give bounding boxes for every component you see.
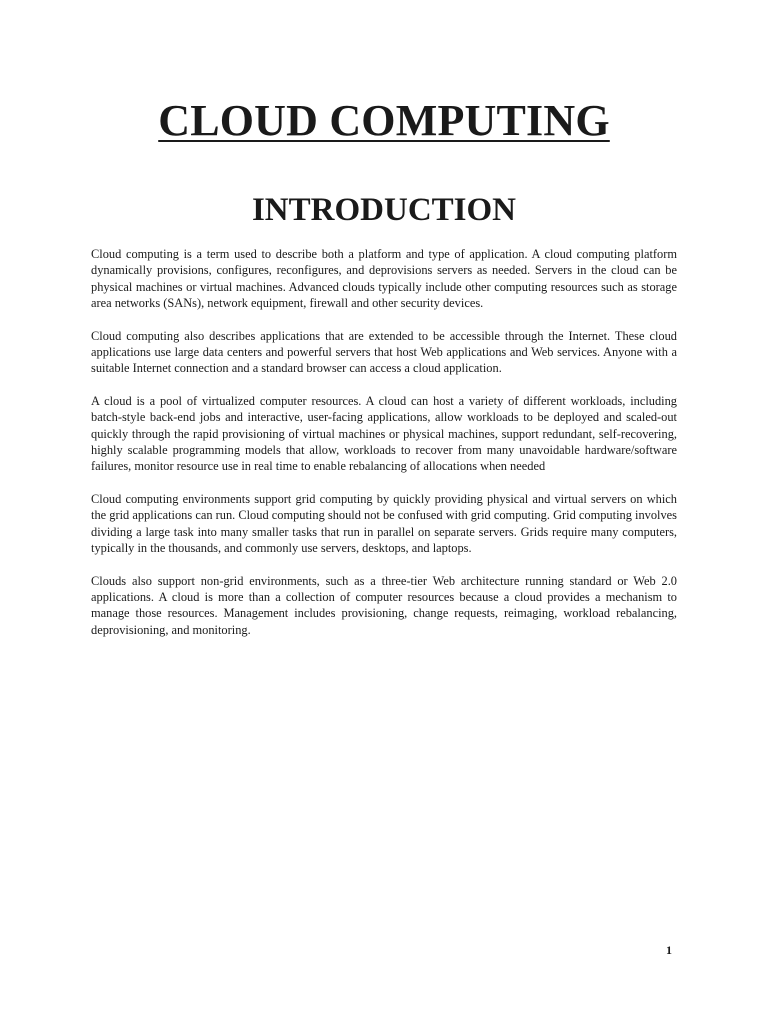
- paragraph: Cloud computing is a term used to describe both a platform and type of application. A cloud computing platform dynamically provisions, configures, reconfigures, and deprovisions servers as needed. Servers in the cloud can be physical machines or virtual machines. Advanced clouds typically include other computing resources such as storage area networks (SANs), network equipment, firewall and other security devices.: [91, 247, 677, 311]
- document-title: CLOUD COMPUTING: [158, 96, 610, 145]
- paragraph: A cloud is a pool of virtualized computer resources. A cloud can host a variety of different workloads, including batch-style back-end jobs and interactive, user-facing applications, allow workloads to be deployed and scaled-out quickly through the rapid provisioning of virtual machines or physical machines, support redundant, self-recovering, highly scalable programming models that allow, workloads to recover from many unavoidable hardware/software failures, monitor resource use in real time to enable rebalancing of allocations when needed: [91, 393, 677, 474]
- paragraph: Cloud computing also describes applications that are extended to be accessible through the Internet. These cloud applications use large data centers and powerful servers that host Web applications and Web services. Anyone with a suitable Internet connection and a standard browser can access a cloud application.: [91, 328, 677, 376]
- paragraph: Cloud computing environments support grid computing by quickly providing physical and virtual servers on which the grid applications can run. Cloud computing should not be confused with grid computing. Grid computing involves dividing a large task into many smaller tasks that run in parallel on separate servers. Grids require many computers, typically in the thousands, and commonly use servers, desktops, and laptops.: [91, 491, 677, 556]
- page-number: 1: [666, 943, 672, 957]
- paragraph: Clouds also support non-grid environments, such as a three-tier Web architecture running standard or Web 2.0 applications. A cloud is more than a collection of computer resources because a cloud provides a mechanism to manage those resources. Management includes provisioning, change requests, reimaging, workload rebalancing, deprovisioning, and monitoring.: [91, 573, 677, 637]
- section-heading: INTRODUCTION: [251, 192, 517, 228]
- body-text: [91, 246, 677, 654]
